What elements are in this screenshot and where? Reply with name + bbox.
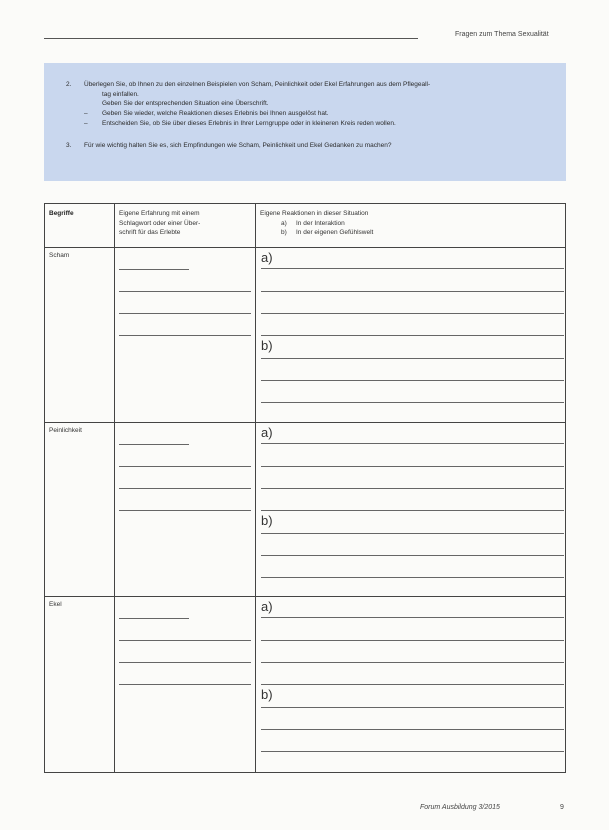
column-divider (255, 204, 256, 772)
peinlichkeit-reaction-a-label: a) (261, 425, 273, 440)
header-experience-line2: Schlagwort oder einer Über- (119, 219, 201, 227)
reaction-write-line (261, 402, 564, 403)
ekel-reaction-b-label: b) (261, 687, 273, 702)
ekel-reaction-a-label: a) (261, 599, 273, 614)
reflection-table (44, 203, 566, 773)
reaction-write-line (261, 268, 564, 269)
reaction-write-line (261, 729, 564, 730)
reaction-write-line (261, 662, 564, 663)
task-2-sub2: Geben Sie wieder, welche Reaktionen dieses Erlebnis bei Ihnen ausgelöst hat. (102, 110, 329, 117)
experience-write-line (119, 335, 251, 336)
reaction-write-line (261, 684, 564, 685)
reaction-write-line (261, 443, 564, 444)
task-2-text-line1: Überlegen Sie, ob Ihnen zu den einzelnen Beispielen von Scham, Peinlichkeit oder Ekel Erfahrungen aus dem Pflegeall- (84, 81, 431, 88)
footer-journal: Forum Ausbildung 3/2015 (420, 804, 500, 811)
task-3-number: 3. (66, 142, 72, 149)
experience-write-line (119, 291, 251, 292)
experience-write-line (119, 444, 189, 445)
header-terms: Begriffe (49, 210, 74, 217)
peinlichkeit-reaction-b-label: b) (261, 513, 273, 528)
reaction-write-line (261, 510, 564, 511)
reaction-write-line (261, 640, 564, 641)
task-2-sub1: Geben Sie der entsprechenden Situation eine Überschrift. (102, 100, 269, 107)
experience-write-line (119, 466, 251, 467)
experience-write-line (119, 269, 189, 270)
header-rule (44, 38, 418, 39)
running-header: Fragen zum Thema Sexualität (455, 31, 549, 38)
bullet-dash: – (84, 120, 88, 127)
reaction-write-line (261, 358, 564, 359)
reaction-write-line (261, 466, 564, 467)
task-3-text: Für wie wichtig halten Sie es, sich Empfindungen wie Scham, Peinlichkeit und Ekel Gedanken zu machen? (84, 142, 392, 149)
column-divider (114, 204, 115, 772)
header-reaction-b-marker: b) (281, 229, 287, 236)
experience-write-line (119, 662, 251, 663)
experience-write-line (119, 618, 189, 619)
header-row-divider (45, 247, 565, 248)
reaction-write-line (261, 577, 564, 578)
scham-reaction-a-label: a) (261, 250, 273, 265)
reaction-write-line (261, 335, 564, 336)
scham-reaction-b-label: b) (261, 338, 273, 353)
reaction-write-line (261, 707, 564, 708)
header-reaction-a-text: In der Interaktion (296, 219, 345, 227)
task-2-sub3: Entscheiden Sie, ob Sie über dieses Erlebnis in Ihrer Lerngruppe oder in kleineren Kreis reden wollen. (102, 120, 396, 127)
reaction-write-line (261, 488, 564, 489)
page-number: 9 (560, 804, 564, 811)
reaction-write-line (261, 380, 564, 381)
experience-write-line (119, 488, 251, 489)
term-scham: Scham (49, 252, 70, 259)
reaction-write-line (261, 533, 564, 534)
row-divider (45, 422, 565, 423)
header-experience-line1: Eigene Erfahrung mit einem (119, 210, 200, 217)
row-divider (45, 596, 565, 597)
reaction-write-line (261, 751, 564, 752)
header-reaction-a-marker: a) (281, 219, 287, 227)
experience-write-line (119, 640, 251, 641)
header-reaction-b-text: In der eigenen Gefühlswelt (296, 229, 374, 236)
experience-write-line (119, 510, 251, 511)
experience-write-line (119, 684, 251, 685)
reaction-write-line (261, 313, 564, 314)
term-ekel: Ekel (49, 601, 62, 608)
task-box (44, 63, 566, 181)
bullet-dash: – (84, 110, 88, 117)
experience-write-line (119, 313, 251, 314)
header-experience-line3: schrift für das Erlebte (119, 229, 181, 236)
task-2-text-line2: tag einfallen. (102, 90, 139, 98)
reaction-write-line (261, 555, 564, 556)
reaction-write-line (261, 617, 564, 618)
term-peinlichkeit: Peinlichkeit (49, 427, 82, 434)
reaction-write-line (261, 291, 564, 292)
task-2-number: 2. (66, 81, 72, 88)
header-reactions: Eigene Reaktionen in dieser Situation (260, 210, 369, 217)
